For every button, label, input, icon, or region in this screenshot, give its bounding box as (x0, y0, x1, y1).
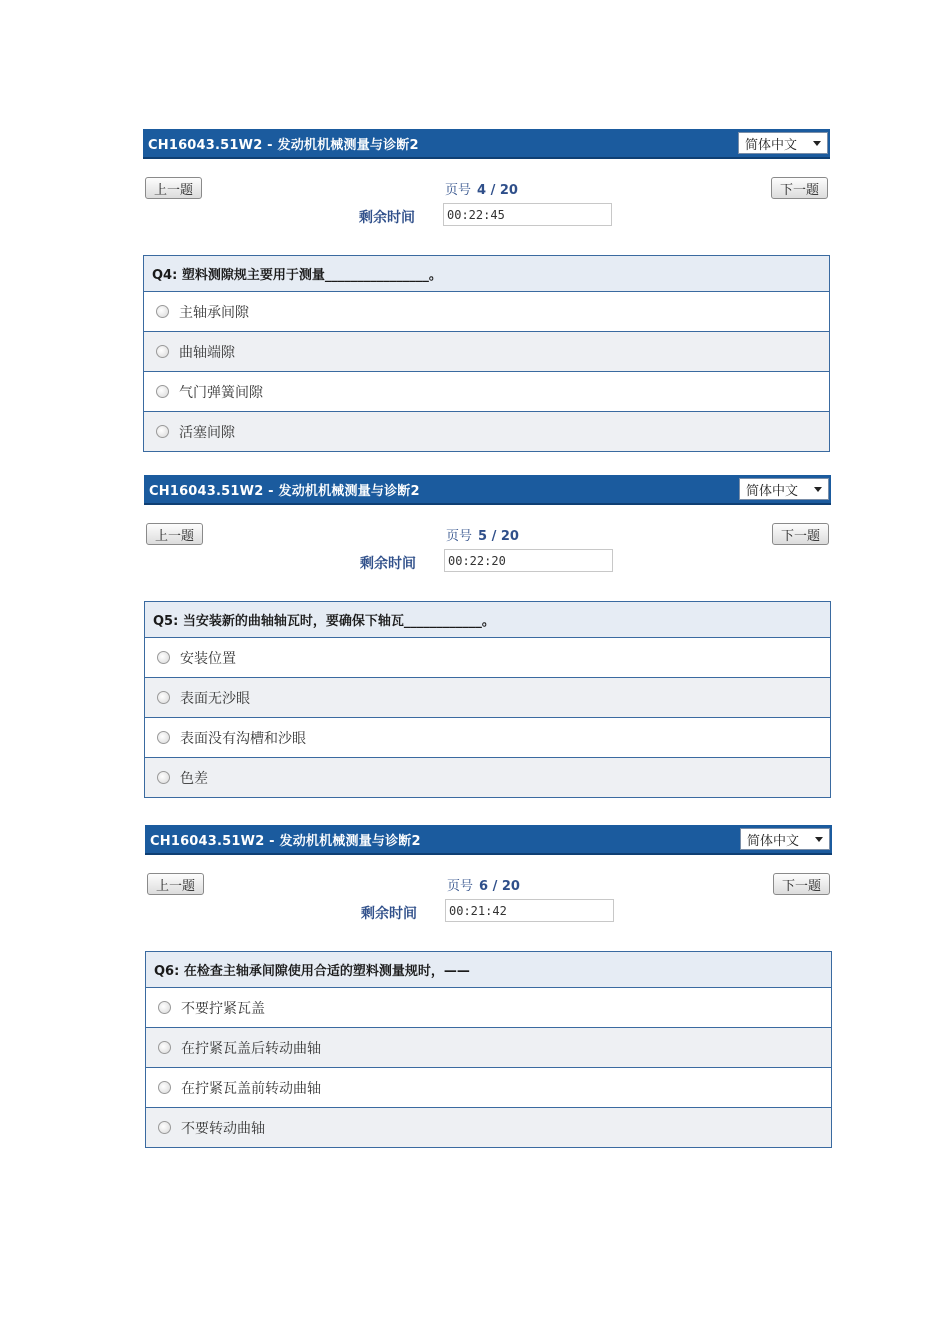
course-title: CH16043.51W2 - 发动机机械测量与诊断2 (150, 833, 421, 849)
question-panel (143, 255, 830, 452)
answer-option[interactable] (144, 372, 829, 412)
question-nav (143, 159, 830, 255)
answer-option[interactable] (146, 1108, 831, 1147)
page-value: 5 / 20 (478, 529, 519, 544)
next-question-button[interactable]: 下一题 (773, 873, 830, 895)
question-text: Q5: 当安装新的曲轴轴瓦时，要确保下轴瓦____________。 (145, 602, 830, 638)
radio-button[interactable] (158, 1081, 171, 1094)
option-label: 表面无沙眼 (180, 690, 250, 707)
chevron-down-icon (815, 837, 823, 842)
option-label: 不要转动曲轴 (181, 1120, 265, 1137)
answer-option[interactable] (146, 1028, 831, 1068)
question-text: Q6: 在检查主轴承间隙使用合适的塑料测量规时，—— (146, 952, 831, 988)
prev-question-button[interactable]: 上一题 (147, 873, 204, 895)
answer-option[interactable] (144, 292, 829, 332)
option-label: 气门弹簧间隙 (179, 384, 263, 401)
radio-button[interactable] (156, 305, 169, 318)
course-header (143, 129, 830, 159)
language-select[interactable] (738, 132, 828, 154)
course-header (145, 825, 832, 855)
option-label: 不要拧紧瓦盖 (181, 1000, 265, 1017)
page-indicator (447, 875, 520, 894)
course-title: CH16043.51W2 - 发动机机械测量与诊断2 (149, 483, 420, 499)
time-remaining-field: 00:21:42 (445, 899, 614, 922)
question-nav (144, 505, 831, 601)
option-label: 在拧紧瓦盖后转动曲轴 (181, 1040, 321, 1057)
option-label: 安装位置 (180, 650, 236, 667)
option-label: 在拧紧瓦盖前转动曲轴 (181, 1080, 321, 1097)
radio-button[interactable] (156, 385, 169, 398)
page-value: 4 / 20 (477, 183, 518, 198)
radio-button[interactable] (157, 651, 170, 664)
page-value: 6 / 20 (479, 879, 520, 894)
answer-option[interactable] (145, 678, 830, 718)
question-panel (145, 951, 832, 1148)
prev-question-button[interactable]: 上一题 (145, 177, 202, 199)
language-select[interactable] (740, 828, 830, 850)
page-label: 页号 (446, 529, 473, 544)
page-indicator (445, 179, 518, 198)
prev-question-button[interactable]: 上一题 (146, 523, 203, 545)
quiz-block-q6 (145, 825, 832, 1148)
answer-option[interactable] (145, 758, 830, 797)
radio-button[interactable] (156, 425, 169, 438)
time-remaining-field: 00:22:20 (444, 549, 613, 572)
question-panel (144, 601, 831, 798)
time-remaining-label: 剩余时间 (359, 210, 415, 226)
radio-button[interactable] (157, 691, 170, 704)
course-header (144, 475, 831, 505)
question-nav (145, 855, 832, 951)
quiz-block-q4 (143, 129, 830, 452)
language-select-value: 简体中文 (746, 483, 799, 499)
radio-button[interactable] (156, 345, 169, 358)
answer-option[interactable] (145, 638, 830, 678)
next-question-button[interactable]: 下一题 (771, 177, 828, 199)
chevron-down-icon (813, 141, 821, 146)
time-remaining-label: 剩余时间 (361, 906, 417, 922)
page-indicator (446, 525, 519, 544)
language-select[interactable] (739, 478, 829, 500)
answer-option[interactable] (146, 1068, 831, 1108)
answer-option[interactable] (146, 988, 831, 1028)
page-label: 页号 (447, 879, 474, 894)
time-remaining-field: 00:22:45 (443, 203, 612, 226)
question-text: Q4: 塑料测隙规主要用于测量________________。 (144, 256, 829, 292)
chevron-down-icon (814, 487, 822, 492)
page-label: 页号 (445, 183, 472, 198)
answer-option[interactable] (144, 412, 829, 451)
course-title: CH16043.51W2 - 发动机机械测量与诊断2 (148, 137, 419, 153)
option-label: 表面没有沟槽和沙眼 (180, 730, 306, 747)
radio-button[interactable] (158, 1041, 171, 1054)
option-label: 活塞间隙 (179, 424, 235, 441)
radio-button[interactable] (158, 1121, 171, 1134)
option-label: 主轴承间隙 (179, 304, 249, 321)
option-label: 色差 (180, 770, 208, 787)
radio-button[interactable] (157, 771, 170, 784)
language-select-value: 简体中文 (745, 137, 798, 153)
quiz-block-q5 (144, 475, 831, 798)
time-remaining-label: 剩余时间 (360, 556, 416, 572)
radio-button[interactable] (158, 1001, 171, 1014)
radio-button[interactable] (157, 731, 170, 744)
answer-option[interactable] (144, 332, 829, 372)
answer-option[interactable] (145, 718, 830, 758)
next-question-button[interactable]: 下一题 (772, 523, 829, 545)
option-label: 曲轴端隙 (179, 344, 235, 361)
language-select-value: 简体中文 (747, 833, 800, 849)
